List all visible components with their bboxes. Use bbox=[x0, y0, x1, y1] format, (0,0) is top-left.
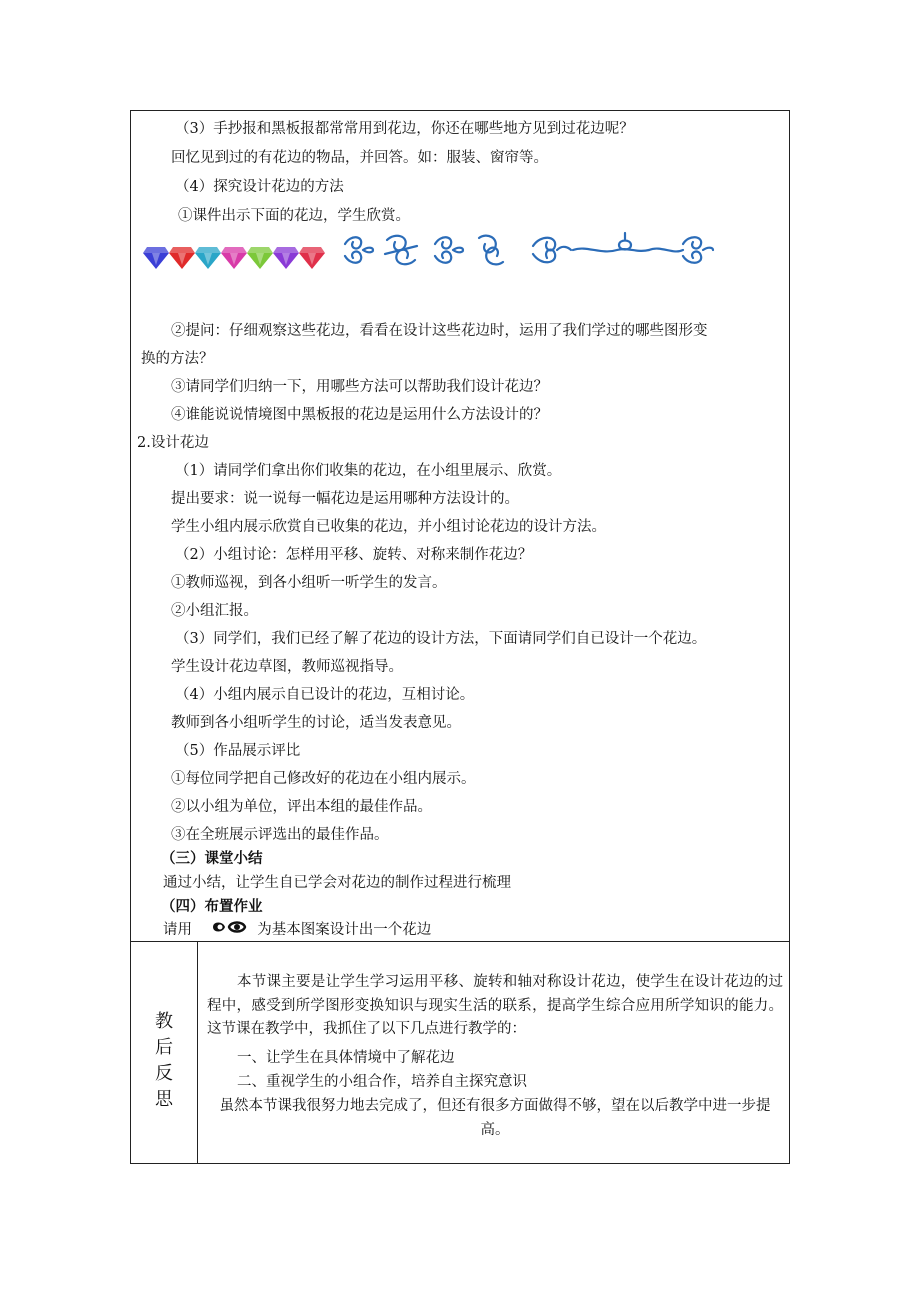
gem-border-image bbox=[141, 239, 327, 277]
text-line: ②提问：仔细观察这些花边，看看在设计这些花边时，运用了我们学过的哪些图形变 bbox=[171, 323, 708, 339]
text-line: ③请同学们归纳一下，用哪些方法可以帮助我们设计花边？ bbox=[171, 379, 548, 395]
text-line: （1）请同学们拿出你们收集的花边，在小组里展示、欣赏。 bbox=[175, 463, 562, 479]
text-line: ④谁能说说情境图中黑板报的花边是运用什么方法设计的？ bbox=[171, 407, 548, 423]
text-line: 换的方法？ bbox=[141, 351, 214, 367]
text-line: 通过小结，让学生自已学会对花边的制作过程进行梳理 bbox=[163, 875, 511, 891]
text-line: 回忆见到过的有花边的物品，并回答。如：服装、窗帘等。 bbox=[171, 150, 548, 166]
text-line: （3）同学们，我们已经了解了花边的设计方法，下面请同学们自已设计一个花边。 bbox=[175, 631, 707, 647]
text-line: 学生小组内展示欣赏自已收集的花边，并小组讨论花边的设计方法。 bbox=[171, 519, 606, 535]
gem-row bbox=[141, 239, 327, 273]
reflection-label-1: 教 bbox=[155, 1011, 173, 1032]
reflection-label-3: 反 bbox=[155, 1063, 173, 1084]
text-line: ①课件出示下面的花边，学生欣赏。 bbox=[178, 208, 410, 224]
section-heading: （四）布置作业 bbox=[161, 898, 263, 915]
text-line: 学生设计花边草图，教师巡视指导。 bbox=[171, 659, 403, 675]
column-divider bbox=[197, 941, 198, 1163]
reflection-point-2: 二、重视学生的小组合作，培养自主探究意识 bbox=[237, 1074, 527, 1090]
homework-prefix: 请用 bbox=[163, 922, 192, 938]
text-line: ②以小组为单位，评出本组的最佳作品。 bbox=[171, 799, 432, 815]
gem-icon bbox=[273, 247, 299, 269]
reflection-paragraph: 本节课主要是让学生学习运用平移、旋转和轴对称设计花边，使学生在设计花边的过程中，感受到所学图形变换知识与现实生活的联系，提高学生综合应用所学知识的能力。这节课在教学中，我抓住了以下几点进行教学的： bbox=[207, 974, 783, 1037]
text-line: （4）小组内展示自已设计的花边，互相讨论。 bbox=[175, 687, 475, 703]
gem-icon bbox=[247, 247, 273, 269]
homework-suffix: 为基本图案设计出一个花边 bbox=[257, 922, 432, 938]
text-line: （2）小组讨论：怎样用平移、旋转、对称来制作花边？ bbox=[175, 547, 533, 563]
reflection-closing: 虽然本节课我很努力地去完成了，但还有很多方面做得不够，望在以后教学中进一步提高。 bbox=[219, 1098, 771, 1138]
swirl-flourish-icon bbox=[339, 223, 519, 277]
lesson-table bbox=[130, 110, 790, 1164]
text-line: ①每位同学把自己修改好的花边在小组内展示。 bbox=[171, 771, 476, 787]
row-divider bbox=[131, 941, 789, 942]
gem-icon bbox=[299, 247, 325, 269]
text-line: （3）手抄报和黑板报都常常用到花边，你还在哪些地方见到过花边呢？ bbox=[175, 121, 634, 137]
text-line: 提出要求：说一说每一幅花边是运用哪种方法设计的。 bbox=[171, 491, 519, 507]
reflection-point-1: 一、让学生在具体情境中了解花边 bbox=[237, 1050, 455, 1066]
text-line: （5）作品展示评比 bbox=[175, 743, 301, 759]
reflection-label-2: 后 bbox=[155, 1037, 173, 1058]
reflection-label-4: 思 bbox=[155, 1089, 173, 1110]
gem-icon bbox=[143, 247, 169, 269]
gem-icon bbox=[221, 247, 247, 269]
text-line: （4）探究设计花边的方法 bbox=[175, 179, 344, 195]
text-line: ①教师巡视，到各小组听一听学生的发言。 bbox=[171, 575, 447, 591]
text-line: ②小组汇报。 bbox=[171, 603, 258, 619]
gem-icon bbox=[169, 247, 195, 269]
basic-pattern-icon bbox=[211, 919, 247, 941]
swirl-scroll-icon bbox=[527, 223, 717, 277]
section-heading: （三）课堂小结 bbox=[161, 850, 263, 867]
swirl-border-image-1 bbox=[339, 223, 519, 281]
section-heading: 2.设计花边 bbox=[137, 435, 209, 451]
text-line: 教师到各小组听学生的讨论，适当发表意见。 bbox=[171, 715, 461, 731]
text-line: ③在全班展示评选出的最佳作品。 bbox=[171, 827, 389, 843]
swirl-border-image-2 bbox=[527, 223, 717, 281]
gem-icon bbox=[195, 247, 221, 269]
homework-line bbox=[163, 919, 431, 941]
